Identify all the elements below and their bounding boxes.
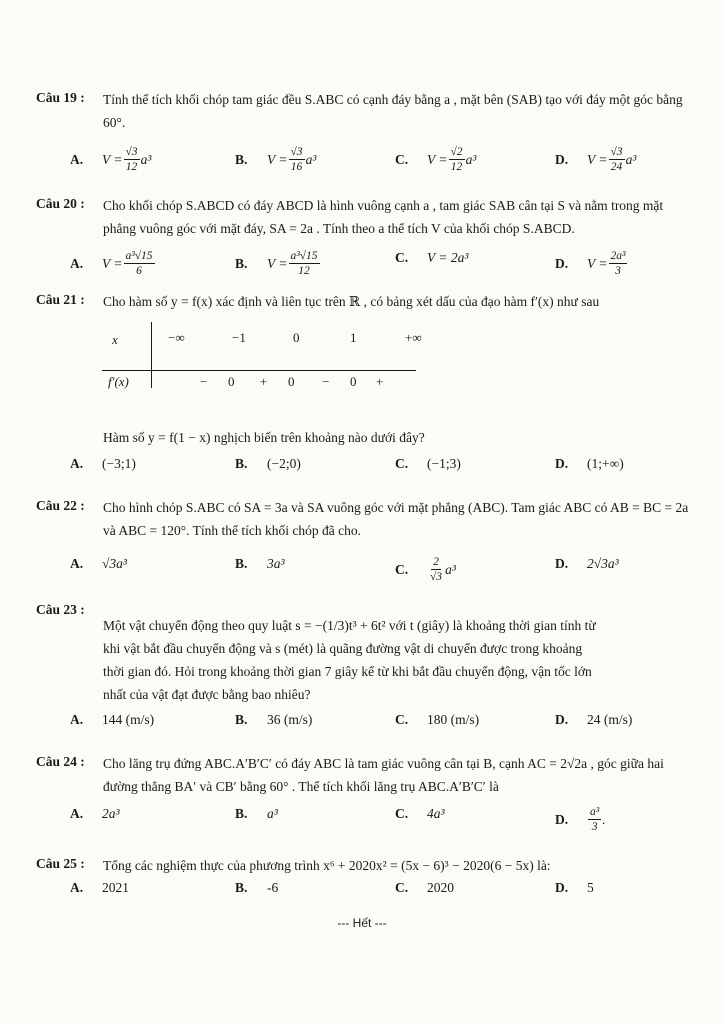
options-24 — [0, 806, 724, 836]
option-b[interactable]: B. -6 — [235, 880, 279, 895]
option-a[interactable]: A. (−3;1) — [70, 456, 136, 471]
option-c[interactable]: C. 2020 — [395, 880, 454, 895]
option-a[interactable]: A. 144 (m/s) — [70, 712, 155, 727]
table-sign: + — [376, 374, 384, 389]
options-19 — [0, 146, 724, 176]
option-d[interactable]: D. V = $\frac{\text{2a³}}{3}$ — [555, 250, 626, 277]
option-c[interactable]: C. 4a³ — [395, 806, 445, 821]
question-label: Câu 19 : — [36, 90, 85, 105]
option-c[interactable]: C. (−1;3) — [395, 456, 461, 471]
options-20 — [0, 250, 724, 280]
option-d[interactable]: D. $\frac{\text{a³}}{3}$ . — [555, 806, 606, 833]
option-b[interactable]: B. 3a³ — [235, 556, 285, 571]
table-derivative-label: f′(x) — [108, 374, 129, 389]
option-b[interactable]: B. 36 (m/s) — [235, 712, 313, 727]
option-c[interactable]: C. V = 2a³ — [395, 250, 469, 265]
question-text: Cho lăng trụ đứng ABC.A′B′C′ có đáy ABC là tam giác vuông cân tại B, cạnh AC = 2√2a , góc giữa hai đường thẳng BA′ và CB′ bằng 60° . Thể tích khối lăng trụ ABC.A′B′C′ là — [103, 756, 664, 794]
table-x-value: 0 — [293, 330, 300, 345]
question-text: Cho hình chóp S.ABC có SA = 3a và SA vuông góc với mặt phẳng (ABC). Tam giác ABC có AB = BC = 2a và ABC = 120°. Tính thể tích khối chóp đã cho. — [103, 500, 689, 538]
options-22 — [0, 556, 724, 586]
question-label: Câu 21 : — [36, 292, 85, 307]
table-horizontal-divider — [102, 370, 416, 371]
question-text: Cho khối chóp S.ABCD có đáy ABCD là hình vuông cạnh a , tam giác SAB cân tại S và nằm trong mặt phẳng vuông góc với mặt đáy, SA = 2a . Tính theo a thể tích V của khối chóp S.ABCD. — [103, 198, 664, 236]
option-a[interactable]: A. 2a³ — [70, 806, 120, 821]
table-x-value: +∞ — [405, 330, 422, 345]
question-label: Câu 25 : — [36, 856, 85, 871]
question-label: Câu 22 : — [36, 498, 85, 513]
question-label: Câu 23 : — [36, 602, 85, 617]
table-sign: − — [322, 374, 330, 389]
option-a[interactable]: A. V = $\frac{√3}{12}$ a³ — [70, 146, 152, 173]
table-sign: 0 — [350, 374, 357, 389]
option-a[interactable]: A. V = $\frac{\text{a³√15}}{6}$ — [70, 250, 153, 277]
table-sign: − — [200, 374, 208, 389]
options-23 — [0, 712, 724, 742]
option-b[interactable]: B. (−2;0) — [235, 456, 301, 471]
option-b[interactable]: B. V = $\frac{\text{a³√15}}{12}$ — [235, 250, 318, 277]
question-label: Câu 24 : — [36, 754, 85, 769]
question-text: Cho hàm số y = f(x) xác định và liên tục trên ℝ , có bảng xét dấu của đạo hàm f′(x) như sau — [103, 294, 600, 309]
table-x-label: x — [112, 332, 118, 347]
table-x-value: −1 — [232, 330, 246, 345]
option-d[interactable]: D. 5 — [555, 880, 594, 895]
table-x-value: 1 — [350, 330, 357, 345]
question-label: Câu 20 : — [36, 196, 85, 211]
option-b[interactable]: B. V = $\frac{√3}{16}$ a³ — [235, 146, 317, 173]
table-vertical-divider — [151, 322, 152, 388]
options-21 — [0, 456, 724, 486]
sign-table — [100, 322, 420, 392]
table-sign: + — [260, 374, 268, 389]
options-25 — [0, 880, 724, 910]
question-text: Tính thể tích khối chóp tam giác đều S.ABC có cạnh đáy bằng a , mặt bên (SAB) tạo với đáy một góc bằng 60°. — [103, 92, 683, 130]
option-d[interactable]: D. 2√3a³ — [555, 556, 619, 571]
option-c[interactable]: C. V = $\frac{√2}{12}$ a³ — [395, 146, 477, 173]
table-sign: 0 — [228, 374, 235, 389]
option-a[interactable]: A. 2021 — [70, 880, 129, 895]
table-sign: 0 — [288, 374, 295, 389]
option-c[interactable]: C. $\frac{2}{√3}$ a³ — [395, 556, 456, 583]
option-c[interactable]: C. 180 (m/s) — [395, 712, 480, 727]
table-x-value: −∞ — [168, 330, 185, 345]
option-a[interactable]: A. √3a³ — [70, 556, 127, 571]
question-text: Một vật chuyển động theo quy luật s = −(1/3)t³ + 6t² với t (giây) là khoảng thời gian tính từ khi vật bắt đầu chuyển động và s (mét) là quãng đường vật di chuyển được trong khoảng thời gian đó. Hỏi trong khoảng thời gian 7 giây kể từ khi bắt đầu chuyển động, vận tốc lớn nhất của vật đạt được bằng bao nhiêu? — [103, 618, 596, 702]
option-d[interactable]: D. V = $\frac{√3}{24}$ a³ — [555, 146, 637, 173]
option-d[interactable]: D. 24 (m/s) — [555, 712, 633, 727]
question-text: Hàm số y = f(1 − x) nghịch biến trên khoảng nào dưới đây? — [103, 430, 425, 445]
option-d[interactable]: D. (1;+∞) — [555, 456, 624, 471]
end-marker: --- Hết --- — [337, 916, 387, 930]
question-text: Tổng các nghiệm thực của phương trình x⁶ + 2020x² = (5x − 6)³ − 2020(6 − 5x) là: — [103, 858, 551, 873]
option-b[interactable]: B. a³ — [235, 806, 278, 821]
